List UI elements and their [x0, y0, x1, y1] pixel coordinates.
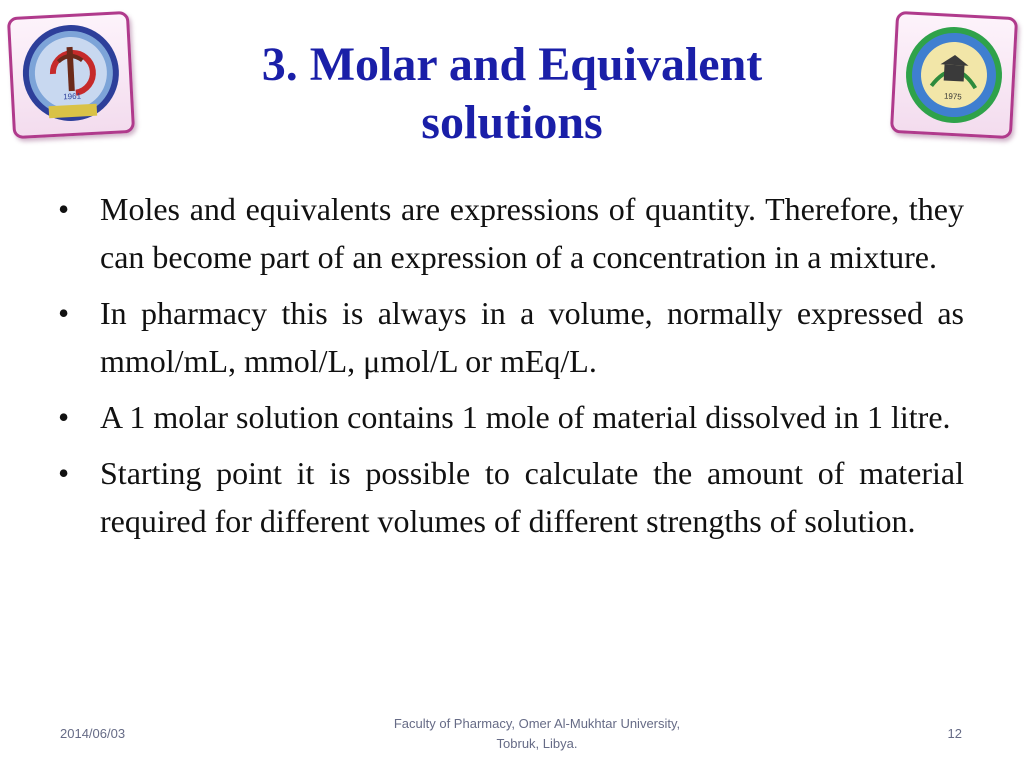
footer-institution-line-1: Faculty of Pharmacy, Omer Al-Mukhtar University, — [393, 716, 681, 731]
bullet-item — [58, 289, 964, 385]
bullet-item — [58, 393, 964, 441]
right-seal-year: 1975 — [943, 91, 962, 102]
pharmacy-seal-icon — [10, 14, 132, 136]
bullet-dot-icon: • — [58, 399, 70, 435]
bullet-text: In pharmacy this is always in a volume, normally expressed as mmol/mL, mmol/L, μmol/L or mEq/L. — [100, 295, 964, 379]
bullet-list — [58, 185, 964, 553]
page-number: 12 — [947, 726, 962, 741]
slide-title — [140, 36, 884, 152]
footer-institution-line-2: Tobruk, Libya. — [496, 736, 578, 751]
university-seal-icon — [893, 14, 1015, 136]
footer-date: 2014/06/03 — [60, 726, 126, 741]
bullet-dot-icon: • — [58, 295, 70, 331]
bullet-dot-icon: • — [58, 455, 70, 491]
bullet-item — [58, 449, 964, 545]
slide-title-line-1: 3. Molar and Equivalent — [261, 38, 763, 91]
bullet-text: Moles and equivalents are expressions of quantity. Therefore, they can become part of an expression of a concentration in a mixture. — [100, 191, 964, 275]
bullet-dot-icon: • — [58, 191, 70, 227]
pharmacy-faculty-logo — [7, 11, 135, 139]
footer-institution — [330, 714, 744, 754]
bullet-item — [58, 185, 964, 281]
bullet-text: Starting point it is possible to calculate the amount of material required for different volumes of different strengths of solution. — [100, 455, 964, 539]
university-logo — [890, 11, 1018, 139]
bullet-text: A 1 molar solution contains 1 mole of material dissolved in 1 litre. — [100, 399, 951, 435]
slide-title-line-2: solutions — [421, 96, 603, 149]
left-seal-year: 1961 — [63, 91, 82, 102]
